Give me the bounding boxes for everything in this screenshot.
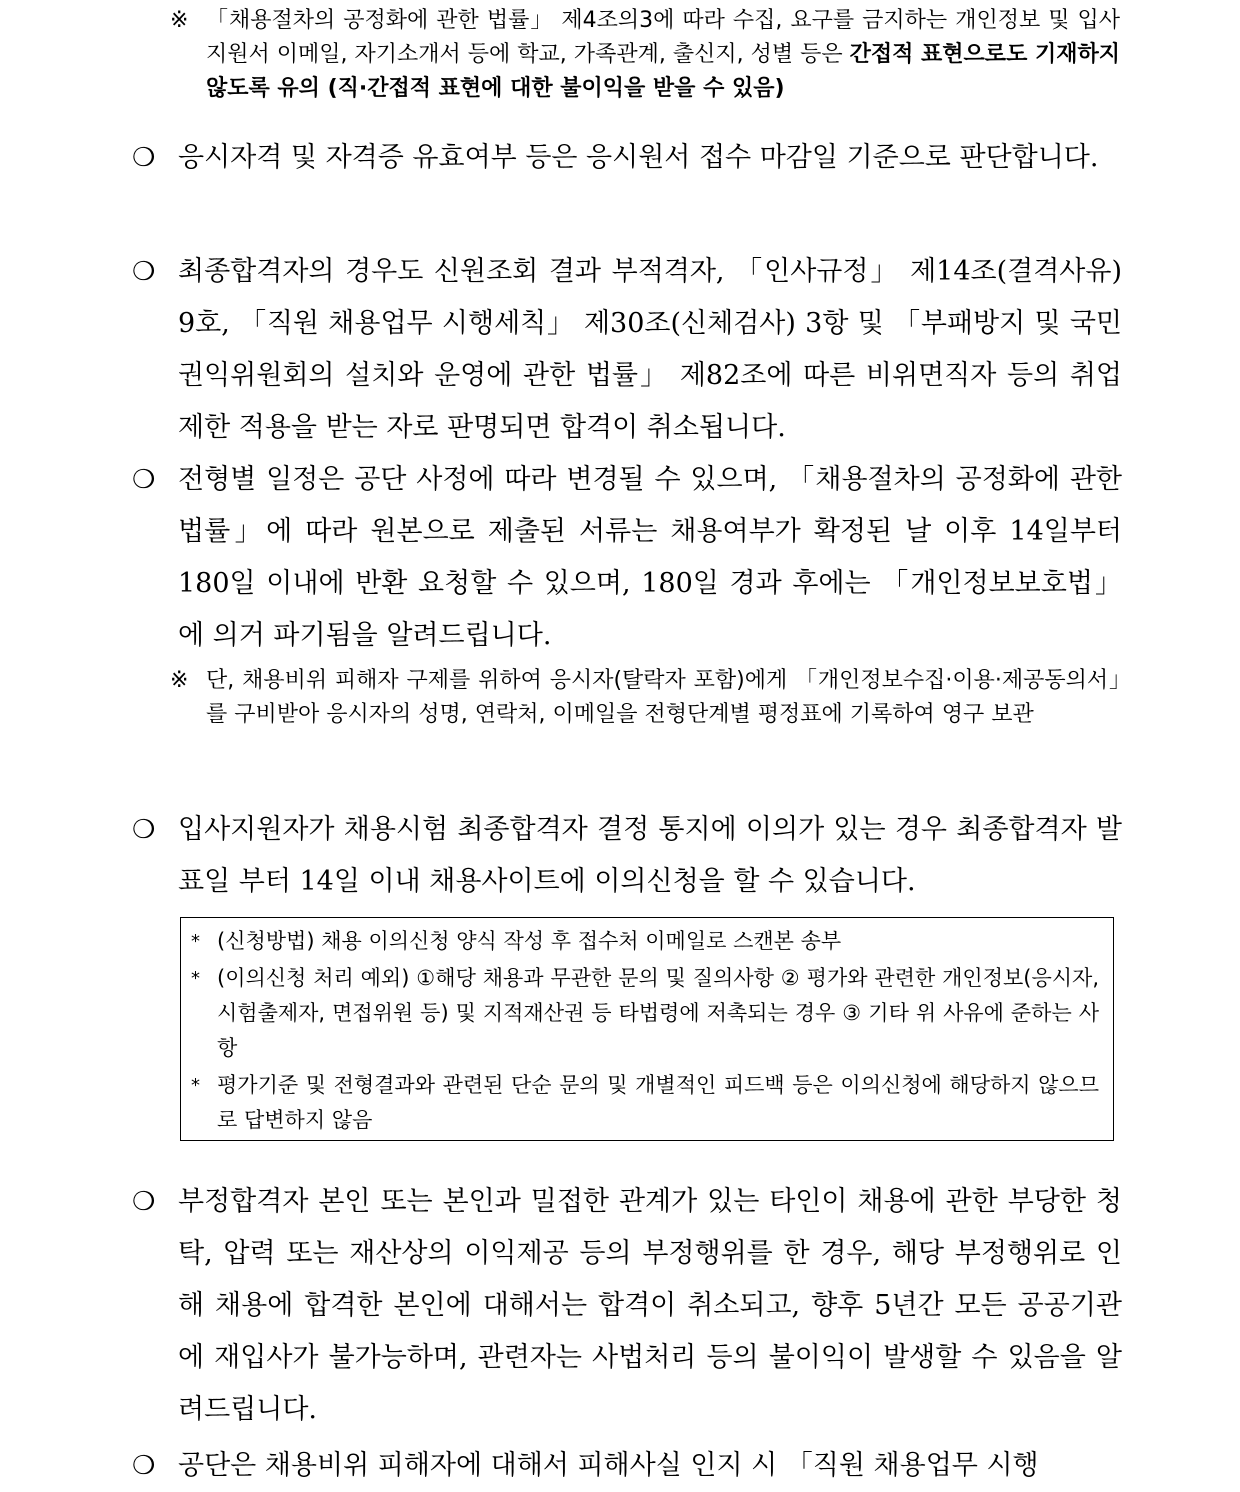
- bullet-fraud: [132, 1176, 1122, 1436]
- box-item: [191, 961, 1099, 1066]
- bullet-mark: ❍: [132, 815, 156, 845]
- box-item-mark: *: [191, 1075, 200, 1096]
- top-note-plain: 「채용절차의 공정화에 관한 법률」 제4조의3에 따라 수집, 요구를 금지하는 개인정보 및 입사지원서 이메일, 자기소개서 등에 학교, 가족관계, 출신지, 성별 등은: [206, 8, 1120, 67]
- note-mark: ※: [170, 8, 189, 33]
- bullet-text: 전형별 일정은 공단 사정에 따라 변경될 수 있으며, 「채용절차의 공정화에 관한 법률」에 따라 원본으로 제출된 서류는 채용여부가 확정된 날 이후 14일부터 180일 이내에 반환 요청할 수 있으며, 180일 경과 후에는 「개인정보보호법」에 의거 파기됨을 알려드립니다.: [178, 464, 1122, 651]
- objection-info-box: [180, 917, 1114, 1141]
- top-note: [170, 4, 1120, 106]
- box-item: [191, 1068, 1099, 1138]
- bullet-qualification: [132, 132, 1122, 184]
- bullet-text: 공단은 채용비위 피해자에 대해서 피해사실 인지 시 「직원 채용업무 시행: [178, 1450, 1039, 1481]
- bullet-mark: ❍: [132, 143, 156, 173]
- box-item-text: (신청방법) 채용 이의신청 양식 작성 후 접수처 이메일로 스캔본 송부: [217, 929, 842, 953]
- bullet-text: 부정합격자 본인 또는 본인과 밀접한 관계가 있는 타인이 채용에 관한 부당한 청탁, 압력 또는 재산상의 이익제공 등의 부정행위를 한 경우, 해당 부정행위로 인해 채용에 합격한 본인에 대해서는 합격이 취소되고, 향후 5년간 모든 공공기관에 재입사가 불가능하며, 관련자는 사법처리 등의 불이익이 발생할 수 있음을 알려드립니다.: [178, 1186, 1122, 1425]
- box-item-mark: *: [191, 931, 200, 952]
- top-note-text: [206, 4, 1120, 106]
- box-item-mark: *: [191, 968, 200, 989]
- bullet-text: 응시자격 및 자격증 유효여부 등은 응시원서 접수 마감일 기준으로 판단합니다.: [178, 142, 1099, 173]
- mid-note-text: 단, 채용비위 피해자 구제를 위하여 응시자(탈락자 포함)에게 「개인정보수집·이용·제공동의서」를 구비받아 응시자의 성명, 연락처, 이메일을 전형단계별 평정표에 기록하여 영구 보관: [206, 668, 1120, 727]
- bullet-mark: ❍: [132, 1451, 156, 1481]
- mid-note: [170, 664, 1120, 732]
- bullet-final-pass: [132, 246, 1122, 454]
- bullet-mark: ❍: [132, 257, 156, 287]
- bullet-victim-relief: [132, 1440, 1122, 1492]
- top-note-bold: 간접적 표현으로도 기재하지 않도록 유의 (직·간접적 표현에 대한 불이익을 받을 수 있음): [206, 42, 1120, 101]
- bullet-text: 최종합격자의 경우도 신원조회 결과 부적격자, 「인사규정」 제14조(결격사유) 9호, 「직원 채용업무 시행세칙」 제30조(신체검사) 3항 및 「부패방지 및 국민권익위원회의 설치와 운영에 관한 법률」 제82조에 따른 비위면직자 등의 취업제한 적용을 받는 자로 판명되면 합격이 취소됩니다.: [178, 256, 1122, 443]
- bullet-schedule: [132, 454, 1122, 662]
- bullet-text: 입사지원자가 채용시험 최종합격자 결정 통지에 이의가 있는 경우 최종합격자 발표일 부터 14일 이내 채용사이트에 이의신청을 할 수 있습니다.: [178, 814, 1122, 897]
- box-item: [191, 924, 1099, 959]
- bullet-mark: ❍: [132, 465, 156, 495]
- box-item-text: (이의신청 처리 예외) ①해당 채용과 무관한 문의 및 질의사항 ② 평가와 관련한 개인정보(응시자, 시험출제자, 면접위원 등) 및 지적재산권 등 타법령에 저촉되는 경우 ③ 기타 위 사유에 준하는 사항: [217, 966, 1099, 1060]
- note-mark: ※: [170, 668, 189, 693]
- bullet-mark: ❍: [132, 1187, 156, 1217]
- bullet-objection: [132, 804, 1122, 908]
- box-item-text: 평가기준 및 전형결과와 관련된 단순 문의 및 개별적인 피드백 등은 이의신청에 해당하지 않으므로 답변하지 않음: [217, 1073, 1099, 1132]
